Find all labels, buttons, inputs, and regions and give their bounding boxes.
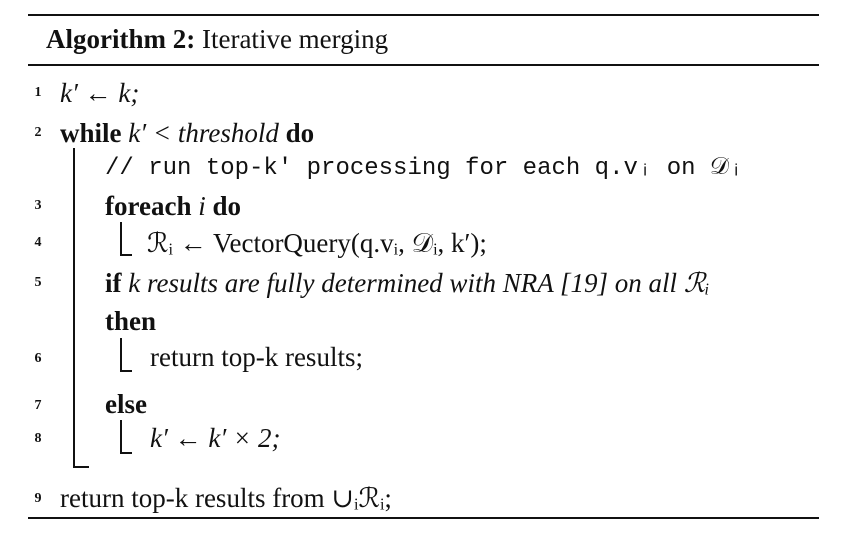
keyword-then: then [105, 306, 157, 336]
foreach-block-end [120, 254, 132, 256]
keyword-if: if [105, 268, 122, 298]
line-number-2: 2 [34, 125, 42, 140]
bottom-rule [28, 517, 819, 519]
line-number-1: 1 [34, 85, 42, 100]
keyword-else: else [105, 389, 147, 419]
then-block-end [120, 370, 132, 372]
algorithm-label: Algorithm 2: [46, 24, 196, 54]
then-block-bar [120, 338, 122, 370]
line-number-3: 3 [34, 198, 42, 213]
line-6: return top-k results; [150, 342, 363, 372]
foreach-block-bar [120, 222, 122, 254]
line-number-8: 8 [34, 431, 42, 446]
if-condition: k results are fully determined with NRA [19] on all ℛᵢ [128, 268, 710, 298]
line-number-9: 9 [34, 491, 42, 506]
line-3 [105, 189, 241, 223]
keyword-do-foreach: do [212, 191, 242, 221]
line-4: ℛᵢ ← VectorQuery(q.vᵢ, 𝒟ᵢ, k′); [147, 228, 487, 258]
while-block-bar [73, 148, 75, 466]
foreach-variable: i [198, 191, 206, 221]
while-condition: k′ < threshold [128, 118, 279, 148]
line-8: k′ ← k′ × 2; [150, 423, 281, 453]
line-number-7: 7 [34, 398, 42, 413]
algorithm-title [46, 24, 388, 55]
line-1: k′ ← k; [60, 78, 140, 108]
header-rule [28, 64, 819, 66]
line-number-6: 6 [34, 351, 42, 366]
line-number-5: 5 [34, 275, 42, 290]
keyword-do: do [285, 118, 315, 148]
line-2 [60, 116, 314, 150]
else-block-end [120, 452, 132, 454]
else-block-bar [120, 420, 122, 452]
keyword-while: while [60, 118, 122, 148]
line-number-4: 4 [34, 235, 42, 250]
keyword-foreach: foreach [105, 191, 192, 221]
top-rule [28, 14, 819, 16]
while-block-end [73, 466, 89, 468]
line-9: return top-k results from ∪ᵢℛᵢ; [60, 483, 392, 513]
comment-line: // run top-k′ processing for each q.vᵢ on 𝒟ᵢ [105, 155, 744, 182]
algorithm-name: Iterative merging [201, 24, 389, 54]
line-5 [105, 266, 710, 300]
